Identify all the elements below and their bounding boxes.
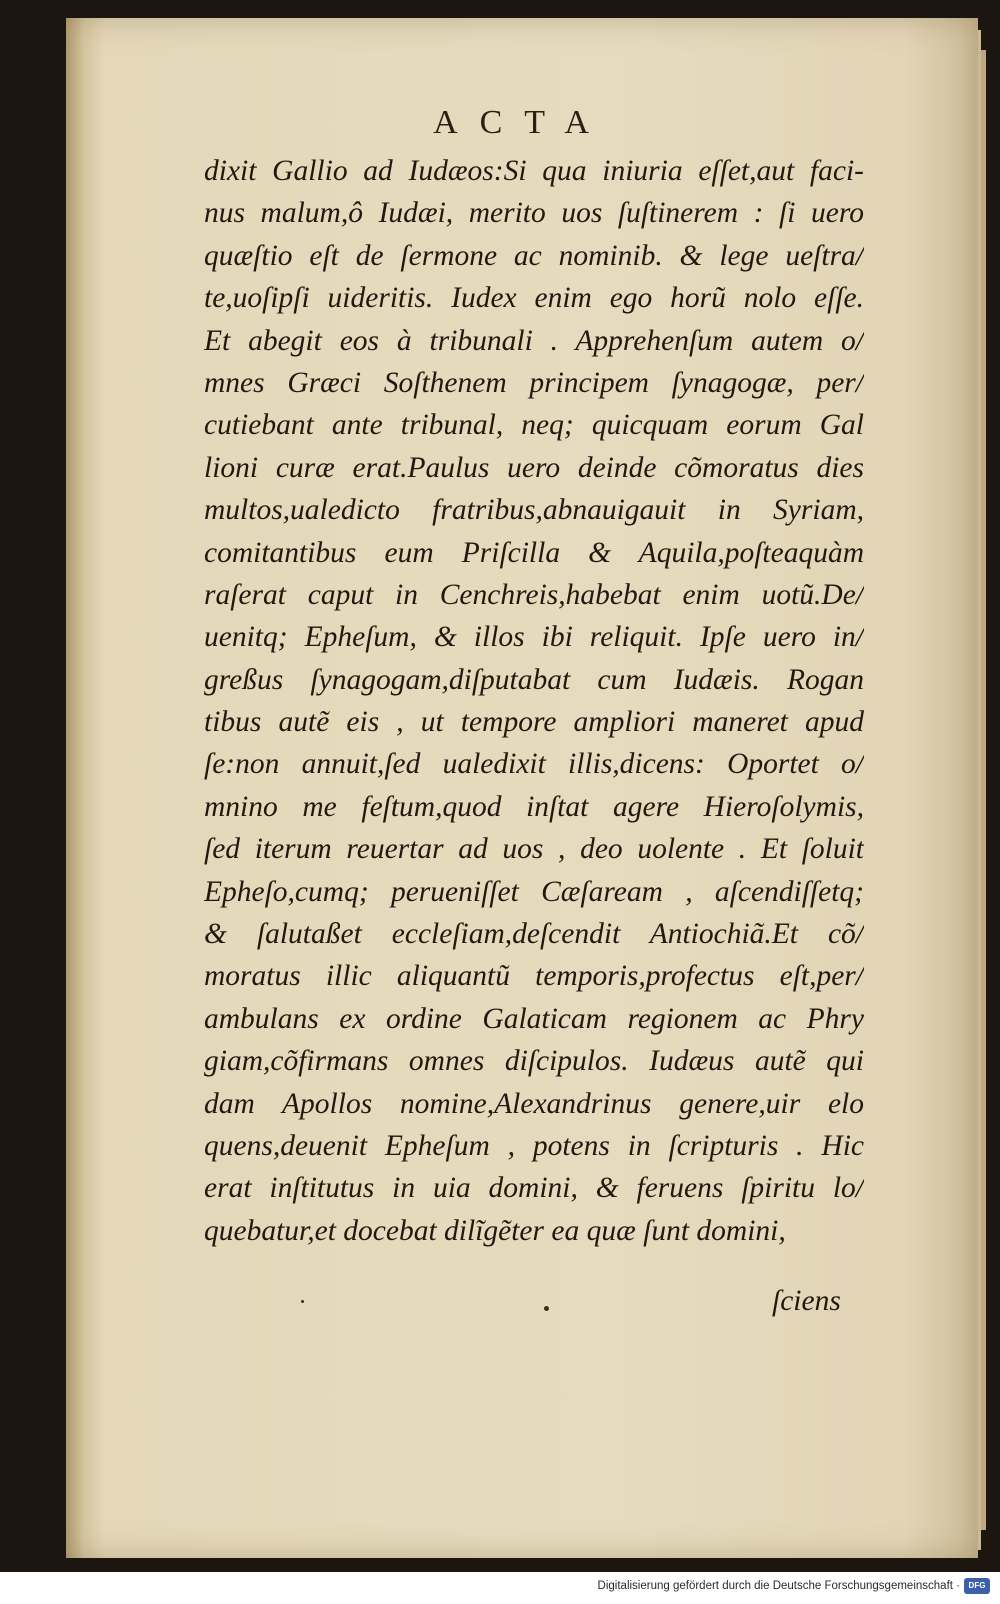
text-line: dixit Gallio ad Iudæos:Si qua iniuria eſſet,aut faci-: [204, 155, 864, 187]
text-line: lioni curæ erat.Paulus uero deinde cõmoratus dies: [204, 451, 864, 484]
digitization-credit: Digitalisierung gefördert durch die Deutsche Forschungsgemeinschaft ·: [597, 1580, 960, 1592]
text-line: quebatur,et docebat dilĩgẽter ea quæ ſunt domini,: [204, 1214, 786, 1247]
text-line: ambulans ex ordine Galaticam regionem ac Phry: [204, 1002, 864, 1035]
text-line: raſerat caput in Cenchreis,habebat enim uotũ.De/: [204, 578, 864, 611]
text-line: tibus autẽ eis , ut tempore ampliori maneret apud: [204, 706, 864, 739]
text-line: mnes Græci Soſthenem principem ſynagogæ, per/: [204, 366, 864, 399]
text-line: greßus ſynagogam,diſputabat cum Iudæis. Rogan: [204, 663, 864, 696]
text-line: dam Apollos nomine,Alexandrinus genere,uir elo: [204, 1087, 864, 1120]
text-line: te,uoſipſi uideritis. Iudex enim ego horũ nolo eſſe.: [204, 282, 864, 315]
text-line: erat inſtitutus in uia domini, & feruens ſpiritu lo/: [204, 1172, 864, 1205]
text-line: nus malum,ô Iudæi, merito uos ſuſtinerem : ſi uero: [204, 197, 864, 230]
text-line: multos,ualedicto fratribus,abnauigauit in Syriam,: [204, 494, 864, 527]
text-line: & ſalutaßet eccleſiam,deſcendit Antiochiã.Et cõ/: [204, 918, 864, 951]
text-line: Epheſo,cumq; perueniſſet Cæſaream , aſcendiſſetq;: [204, 875, 864, 908]
text-line: cutiebant ante tribunal, neq; quicquam eorum Gal: [204, 409, 864, 442]
text-line: comitantibus eum Priſcilla & Aquila,poſteaquàm: [204, 536, 864, 569]
ink-speck: [544, 1306, 549, 1311]
text-line: mnino me feſtum,quod inſtat agere Hieroſolymis,: [204, 790, 864, 823]
text-line: Et abegit eos à tribunali . Apprehenſum autem o/: [204, 324, 864, 357]
text-line: uenitq; Epheſum, & illos ibi reliquit. Ipſe uero in/: [204, 621, 864, 654]
catchword: ſciens: [772, 1285, 841, 1317]
ink-speck: [301, 1300, 304, 1303]
dfg-logo-icon: DFG: [964, 1578, 990, 1594]
text-line: quens,deuenit Epheſum , potens in ſcripturis . Hic: [204, 1129, 864, 1162]
body-text: [204, 150, 864, 1252]
text-line: giam,cõfirmans omnes diſcipulos. Iudæus autẽ qui: [204, 1045, 864, 1078]
text-line: ſed iterum reuertar ad uos , deo uolente . Et ſoluit: [204, 833, 864, 866]
text-line: moratus illic aliquantũ temporis,profectus eſt,per/: [204, 960, 864, 993]
text-line: quæſtio eſt de ſermone ac nominib. & lege ueſtra/: [204, 239, 864, 272]
running-head: ACTA: [433, 104, 611, 141]
text-line: ſe:non annuit,ſed ualedixit illis,dicens: Oportet o/: [204, 748, 864, 781]
